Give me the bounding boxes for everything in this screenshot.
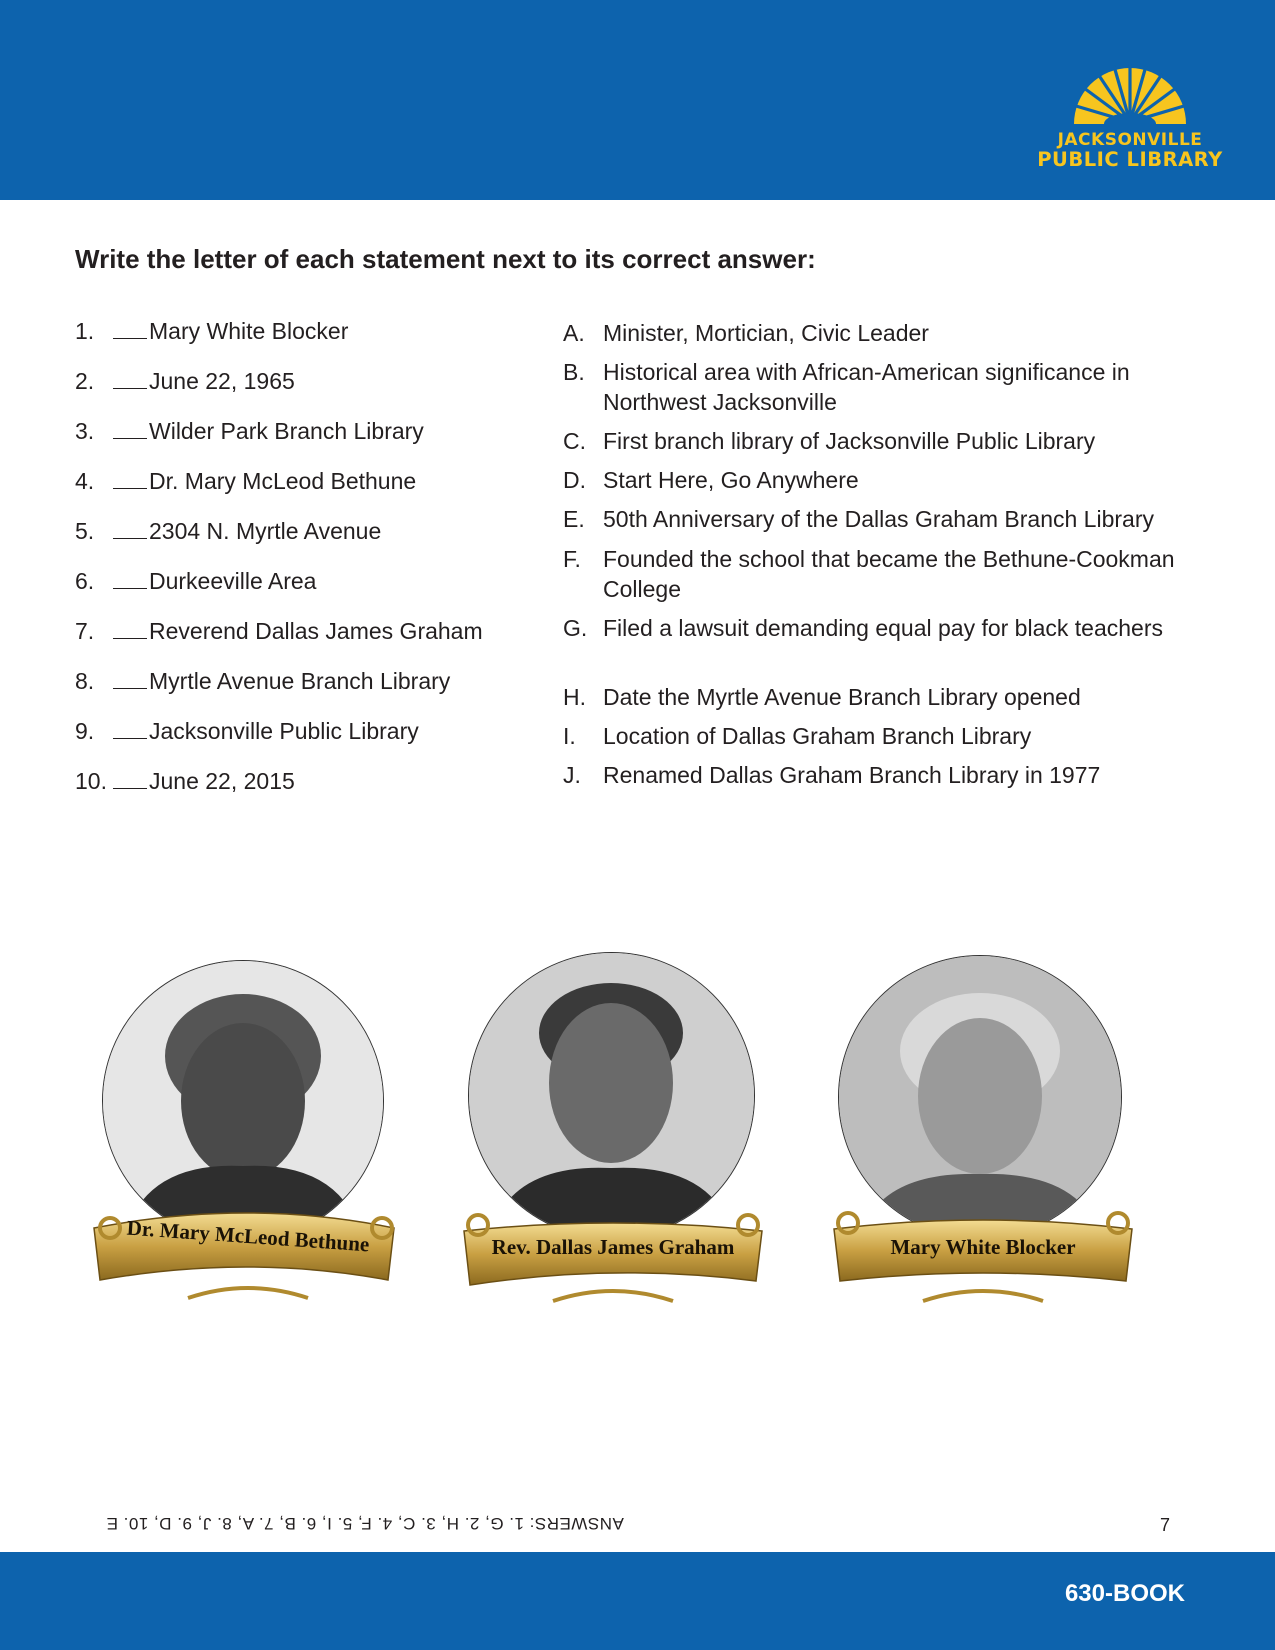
answer-blank[interactable] — [113, 537, 147, 539]
question-item-3 — [75, 418, 424, 454]
statement-item-f — [563, 544, 1183, 604]
question-text: Jacksonville Public Library — [149, 718, 419, 744]
statement-letter: I. — [563, 723, 576, 749]
instructions-heading: Write the letter of each statement next to its correct answer: — [75, 244, 816, 274]
question-number: 6. — [75, 568, 95, 594]
question-text: Mary White Blocker — [149, 318, 349, 344]
answer-blank[interactable] — [113, 387, 147, 389]
statement-text: Date the Myrtle Avenue Branch Library opened — [603, 684, 1081, 710]
logo-text-line2: PUBLIC LIBRARY — [1037, 148, 1223, 171]
question-item-2 — [75, 368, 295, 404]
question-text: 2304 N. Myrtle Avenue — [149, 518, 382, 544]
question-text: Myrtle Avenue Branch Library — [149, 668, 451, 694]
question-number: 4. — [75, 468, 95, 494]
statement-letter: J. — [563, 762, 581, 788]
question-text: Reverend Dallas James Graham — [149, 618, 483, 644]
statement-letter: A. — [563, 320, 585, 346]
library-logo — [1030, 62, 1230, 172]
portrait-name: Rev. Dallas James Graham — [491, 1235, 735, 1259]
statement-item-c — [563, 426, 1183, 456]
answer-blank[interactable] — [113, 637, 147, 639]
footer-code: 630-BOOK — [1064, 1580, 1185, 1607]
portrait-graham — [458, 952, 768, 1322]
statement-letter: C. — [563, 428, 586, 454]
answer-blank[interactable] — [113, 487, 147, 489]
header-band — [0, 0, 1275, 200]
answer-blank[interactable] — [113, 687, 147, 689]
answer-blank[interactable] — [113, 787, 147, 789]
name-banner — [458, 1197, 768, 1317]
answer-blank[interactable] — [113, 437, 147, 439]
question-number: 3. — [75, 418, 95, 444]
name-banner — [828, 1195, 1138, 1315]
portrait-bethune — [88, 960, 408, 1320]
question-text: June 22, 1965 — [149, 368, 295, 394]
statement-letter: H. — [563, 684, 586, 710]
question-number: 10. — [75, 768, 107, 794]
statement-text: First branch library of Jacksonville Public Library — [603, 428, 1096, 454]
portrait-blocker — [828, 955, 1138, 1325]
statement-text: Start Here, Go Anywhere — [603, 467, 859, 493]
question-text: June 22, 2015 — [149, 768, 295, 794]
question-number: 2. — [75, 368, 95, 394]
question-item-8 — [75, 668, 450, 704]
question-number: 1. — [75, 318, 95, 344]
sunburst-icon — [1070, 62, 1190, 126]
question-item-6 — [75, 568, 316, 604]
statement-text: Filed a lawsuit demanding equal pay for black teachers — [603, 615, 1163, 641]
question-item-1 — [75, 318, 348, 354]
answer-blank[interactable] — [113, 337, 147, 339]
statement-text: Founded the school that became the Bethune-Cookman College — [603, 546, 1175, 602]
question-item-10 — [75, 768, 295, 804]
logo-text-line1: JACKSONVILLE — [1057, 130, 1203, 150]
question-item-4 — [75, 468, 416, 504]
statement-item-d — [563, 465, 1183, 495]
question-number: 5. — [75, 518, 95, 544]
question-item-7 — [75, 618, 483, 654]
question-number: 8. — [75, 668, 95, 694]
statement-text: 50th Anniversary of the Dallas Graham Branch Library — [603, 506, 1154, 532]
statement-item-i — [563, 721, 1183, 751]
portrait-name: Dr. Mary McLeod Bethune — [125, 1215, 371, 1257]
statement-text: Location of Dallas Graham Branch Library — [603, 723, 1032, 749]
question-text: Durkeeville Area — [149, 568, 317, 594]
statement-letter: D. — [563, 467, 586, 493]
statement-letter: E. — [563, 506, 585, 532]
statement-letter: B. — [563, 359, 585, 385]
statement-letter: G. — [563, 615, 588, 641]
footer-band — [0, 1552, 1275, 1650]
statement-item-e — [563, 504, 1183, 534]
statement-item-j — [563, 760, 1183, 790]
page-number: 7 — [1160, 1515, 1171, 1535]
answer-blank[interactable] — [113, 587, 147, 589]
question-text: Wilder Park Branch Library — [149, 418, 424, 444]
portrait-photo — [468, 952, 755, 1239]
question-number: 9. — [75, 718, 95, 744]
name-banner — [88, 1198, 408, 1318]
portrait-name: Mary White Blocker — [890, 1235, 1076, 1259]
question-item-9 — [75, 718, 419, 754]
statement-item-g — [563, 613, 1183, 643]
answer-blank[interactable] — [113, 737, 147, 739]
question-number: 7. — [75, 618, 95, 644]
statement-item-b — [563, 357, 1183, 417]
question-text: Dr. Mary McLeod Bethune — [149, 468, 417, 494]
question-item-5 — [75, 518, 381, 554]
statement-item-a — [563, 318, 1183, 348]
statement-letter: F. — [563, 546, 581, 572]
answer-key: ANSWERS: 1. G, 2. H, 3. C, 4. F, 5. I, 6. B, 7. A, 8. J, 9. D, 10. E — [106, 1514, 624, 1533]
statement-text: Historical area with African-American significance in Northwest Jacksonville — [603, 359, 1130, 415]
statement-item-h — [563, 682, 1183, 712]
statement-text: Renamed Dallas Graham Branch Library in 1977 — [603, 762, 1101, 788]
statement-text: Minister, Mortician, Civic Leader — [603, 320, 929, 346]
